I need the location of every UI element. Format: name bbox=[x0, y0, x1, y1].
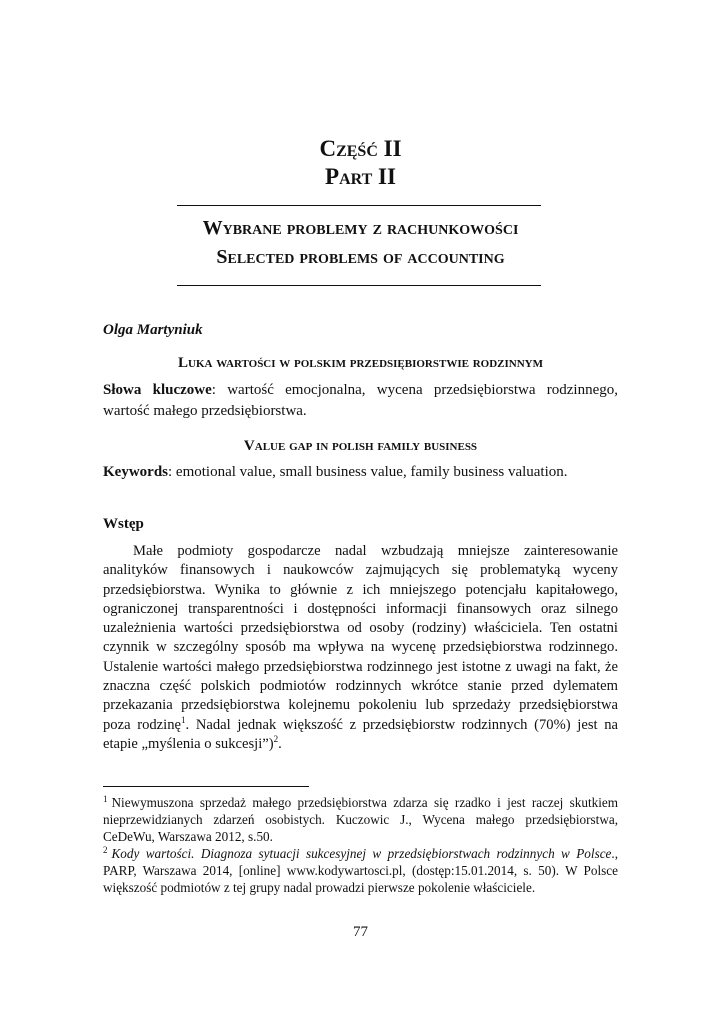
footnote-2-mark: 2 bbox=[103, 844, 108, 855]
footnote-2-italic: Kody wartości. Diagnoza sytuacji sukcesyjnej w przedsiębiorstwach rodzinnych w Polsce bbox=[111, 846, 612, 861]
intro-heading: Wstęp bbox=[103, 516, 144, 532]
intro-text-1: Małe podmioty gospodarcze nadal wzbudzają mniejsze zainteresowanie analityków finansowych i naukowców zajmujących się problematyką wyceny przedsiębiorstwa. Wynika to głównie z ich mniejszego potencjału kapitałowego, ograniczonej transparentności i dostępności informacji finansowych oraz silnego uzależnienia wartości przedsiębiorstwa od osoby (rodziny) właściciela. Ten ostatni czynnik w szczególny sposób ma wpływa na wycenę przedsiębiorstwa rodzinnego. Ustalenie wartości małego przedsiębiorstwa rodzinnego jest istotne z uwagi na fakt, że znaczna część polskich podmiotów rodzinnych wkrótce stanie przed dylematem przekazania przedsiębiorstwa kolejnemu pokoleniu lub sprzedaży przedsiębiorstwa poza rodzinę bbox=[103, 543, 618, 733]
footnote-ref-1[interactable]: 1 bbox=[181, 714, 186, 725]
article-title-pl: Luka wartości w polskim przedsiębiorstwie rodzinnym bbox=[178, 355, 543, 371]
intro-paragraph bbox=[103, 542, 618, 754]
page-number: 77 bbox=[353, 924, 368, 940]
section-heading-pl: Wybrane problemy z rachunkowości bbox=[202, 217, 519, 239]
author-name: Olga Martyniuk bbox=[103, 322, 203, 338]
divider-bottom bbox=[177, 285, 541, 286]
part-heading-pl: Część II bbox=[319, 136, 402, 161]
intro-text-2: . Nadal jednak większość z przedsiębiorstw rodzinnych (70%) jest na etapie „myślenia o sukcesji”) bbox=[103, 716, 619, 752]
footnote-2-text: ., PARP, Warszawa 2014, [online] www.kodywartosci.pl, (dostęp:15.01.2014, s. 50). W Polsce większość podmiotów z tej grupy nadal prowadzi pierwsze pokolenie właściciele. bbox=[103, 846, 618, 895]
keywords-pl bbox=[103, 380, 618, 422]
keywords-pl-text: : wartość emocjonalna, wycena przedsiębiorstwa rodzinnego, wartość małego przedsiębiorstwa. bbox=[103, 382, 618, 419]
part-heading-en: Part II bbox=[325, 164, 396, 189]
intro-text-3: . bbox=[278, 735, 282, 752]
keywords-en bbox=[103, 462, 618, 483]
footnote-1-mark: 1 bbox=[103, 793, 108, 804]
keywords-en-label: Keywords bbox=[103, 464, 168, 480]
divider-top bbox=[177, 205, 541, 206]
footnote-1-text: Niewymuszona sprzedaż małego przedsiębiorstwa zdarza się rzadko i jest raczej skutkiem nieprzewidzianych zdarzeń osobistych. Kuczowic J., Wycena małego przedsiębiorstwa, CeDeWu, Warszawa 2012, s.50. bbox=[103, 795, 618, 844]
footnote-2 bbox=[103, 845, 618, 896]
keywords-en-text: : emotional value, small business value, family business valuation. bbox=[168, 464, 568, 480]
footnote-separator bbox=[103, 786, 309, 787]
keywords-pl-label: Słowa kluczowe bbox=[103, 382, 212, 398]
section-heading-en: Selected problems of accounting bbox=[216, 246, 505, 268]
article-title-en: Value gap in polish family business bbox=[243, 438, 478, 454]
footnote-1 bbox=[103, 794, 618, 845]
footnote-ref-2[interactable]: 2 bbox=[273, 734, 279, 745]
